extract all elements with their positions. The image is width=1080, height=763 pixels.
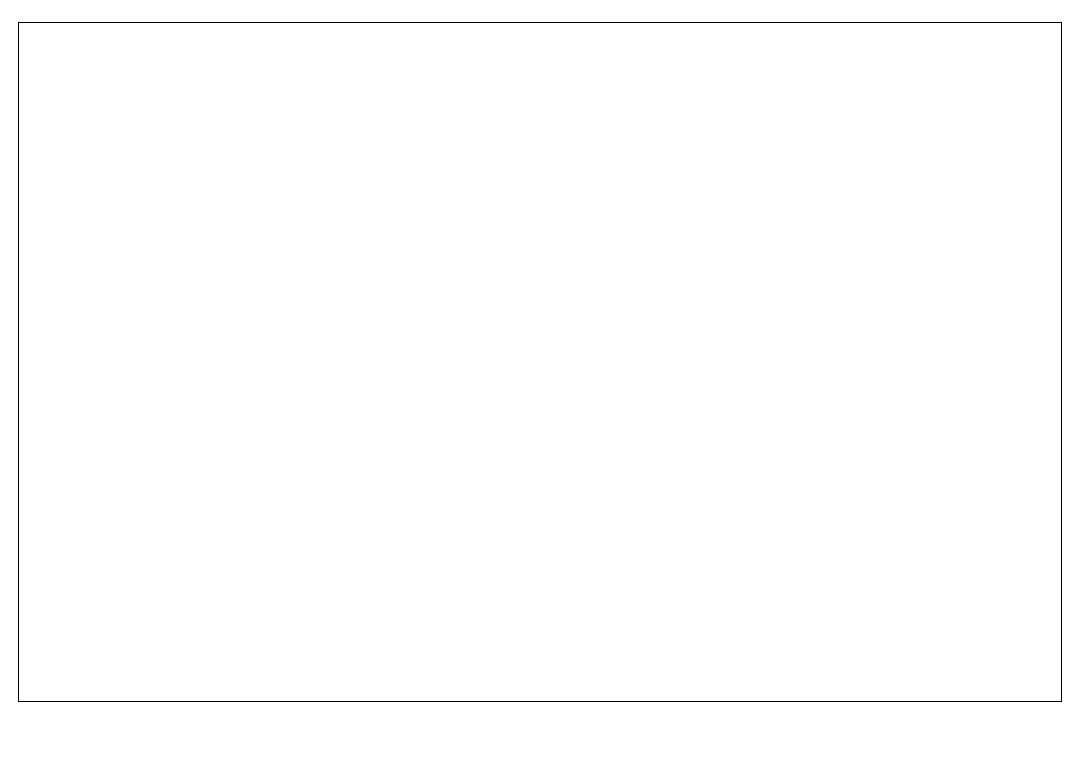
- content-frame: [18, 22, 1062, 702]
